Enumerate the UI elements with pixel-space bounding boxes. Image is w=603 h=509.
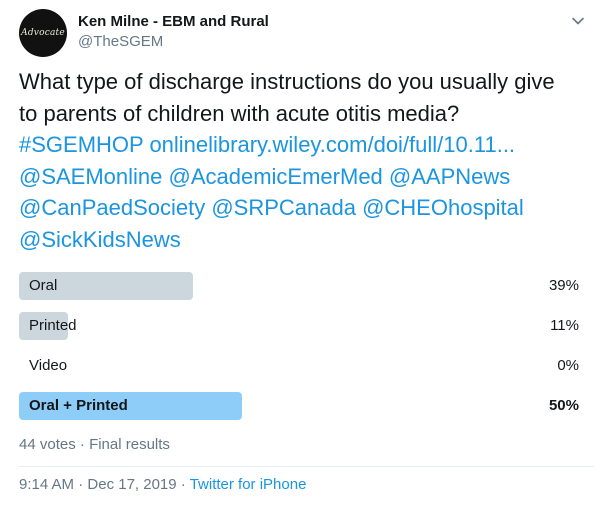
tweet-text	[19, 66, 594, 255]
poll-option	[19, 392, 579, 420]
mentions-link-line[interactable]: @SickKidsNews	[19, 226, 181, 252]
author-handle[interactable]: @TheSGEM	[78, 33, 164, 50]
poll	[19, 272, 579, 432]
hashtag-link[interactable]: #SGEMHOP	[19, 132, 144, 157]
poll-option-percent: 39%	[548, 277, 579, 294]
chevron-down-icon[interactable]	[571, 14, 585, 28]
author-name[interactable]: Ken Milne - EBM and Rural	[78, 13, 269, 30]
poll-votes: 44 votes	[19, 436, 76, 453]
url-link[interactable]: onlinelibrary.wiley.com/doi/full/10.11...	[149, 132, 516, 157]
poll-option	[19, 312, 579, 340]
tweet-time[interactable]: 9:14 AM	[19, 476, 75, 493]
poll-option	[19, 272, 579, 300]
mentions-link-line[interactable]: @SAEMonline @AcademicEmerMed @AAPNews	[19, 163, 511, 189]
mentions-link-line[interactable]: @CanPaedSociety @SRPCanada @CHEOhospital	[19, 195, 524, 220]
poll-summary: 44 votes · Final results	[19, 436, 170, 453]
divider	[19, 466, 594, 467]
tweet-text-line: What type of discharge instructions do you usually give	[19, 69, 555, 94]
poll-option-percent: 0%	[557, 357, 579, 374]
avatar[interactable]	[19, 9, 67, 57]
poll-option-label: Video	[29, 357, 68, 374]
poll-option-label: Oral + Printed	[29, 397, 128, 414]
poll-option-label: Printed	[29, 317, 77, 334]
tweet-links-line	[19, 129, 594, 161]
tweet-source-link[interactable]: Twitter for iPhone	[189, 476, 307, 493]
poll-option-label: Oral	[29, 277, 58, 294]
poll-status: Final results	[89, 436, 170, 453]
poll-option	[19, 352, 579, 380]
poll-option-percent: 50%	[548, 397, 579, 414]
tweet-timestamp: 9:14 AM · Dec 17, 2019 · Twitter for iPhone	[19, 476, 307, 493]
avatar-logo-text: Advocate	[21, 28, 65, 38]
tweet-date[interactable]: Dec 17, 2019	[87, 476, 177, 493]
poll-option-percent: 11%	[550, 317, 579, 334]
tweet-text-line: to parents of children with acute otitis media?	[19, 100, 460, 126]
